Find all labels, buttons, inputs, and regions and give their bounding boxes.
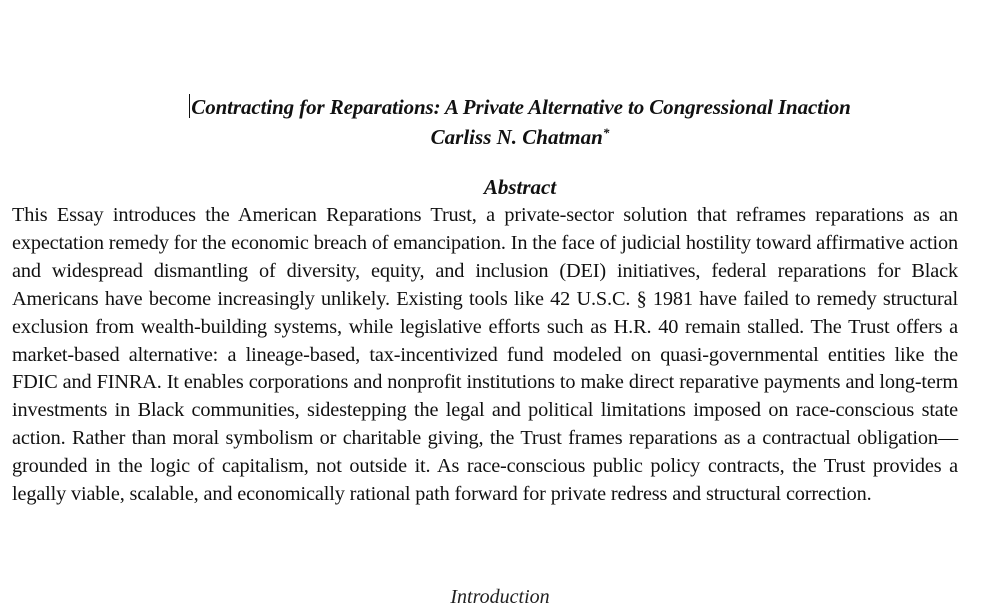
abstract-heading[interactable]: Abstract (483, 175, 557, 199)
author-line (0, 122, 1000, 152)
author-name[interactable]: Carliss N. Chatman (430, 125, 603, 149)
title-block (0, 92, 1000, 152)
abstract-paragraph[interactable]: This Essay introduces the American Reparations Trust, a private-sector solution that reframes reparations as an expectation remedy for the economic breach of emancipation. In the face of judicial hostility toward affirmative action and widespread dismantling of diversity, equity, and inclusion (DEI) initiatives, federal reparations for Black Americans have become increasingly unlikely. Existing tools like 42 U.S.C. § 1981 have failed to remedy structural exclusion from wealth-building systems, while legislative efforts such as H.R. 40 remain stalled. The Trust offers a market-based alternative: a lineage-based, tax-incentivized fund modeled on quasi-governmental entities like the FDIC and FINRA. It enables corporations and nonprofit institutions to make direct reparative payments and long-term investments in Black communities, sidestepping the legal and political limitations imposed on race-conscious state action. Rather than moral symbolism or charitable giving, the Trust frames reparations as a contractual obligation—grounded in the logic of capitalism, not outside it. As race-conscious public policy contracts, the Trust provides a legally viable, scalable, and economically rational path forward for private redress and structural correction. (12, 204, 958, 506)
paper-title[interactable]: Contracting for Reparations: A Private Alternative to Congressional Inaction (191, 95, 851, 119)
paper-title-line (0, 92, 1000, 122)
introduction-heading[interactable]: Introduction (450, 586, 550, 608)
author-footnote-mark[interactable]: * (602, 125, 610, 140)
